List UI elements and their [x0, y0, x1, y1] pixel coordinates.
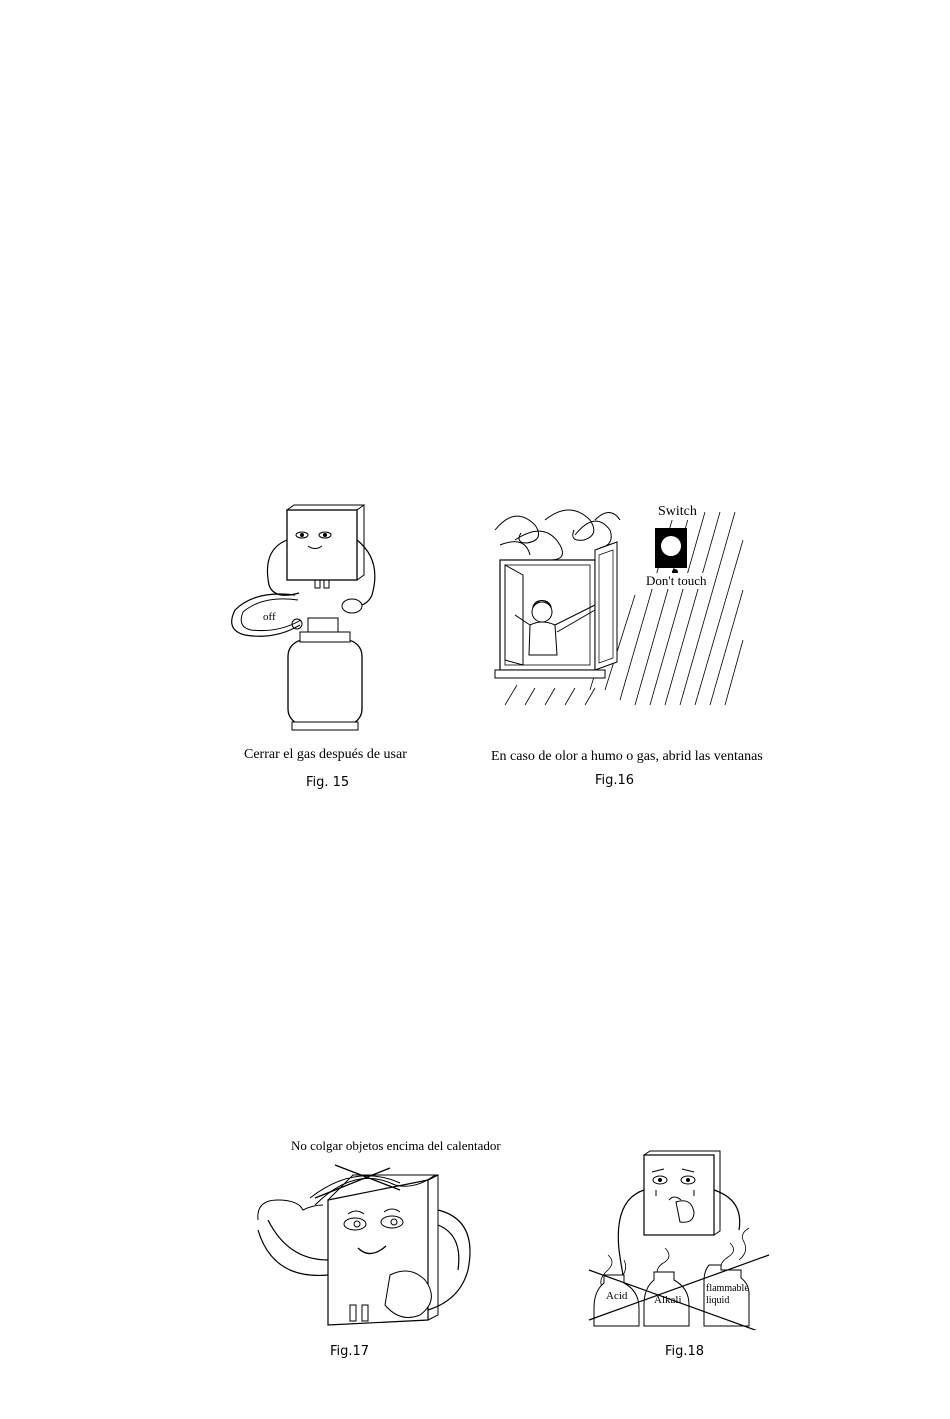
off-label: off	[263, 611, 276, 623]
dont-touch-label: Don't touch	[646, 573, 707, 588]
heater-hanging-objects-drawing	[250, 1150, 490, 1330]
figure-15-illustration	[220, 500, 400, 740]
alkali-label: Alkali	[654, 1294, 682, 1306]
liquid-label: liquid	[706, 1295, 730, 1306]
figure-18-label: Fig.18	[665, 1344, 705, 1359]
figure-18-illustration	[584, 1150, 774, 1330]
figure-16-illustration	[485, 500, 750, 715]
acid-label: Acid	[606, 1290, 628, 1302]
open-window-smoke-drawing	[485, 500, 750, 715]
figure-17-label: Fig.17	[330, 1344, 370, 1359]
figure-17-illustration	[250, 1150, 490, 1330]
figure-17-caption: No colgar objetos encima del calentador	[291, 1138, 501, 1153]
heater-gas-cylinder-drawing	[220, 500, 400, 740]
figure-15-label: Fig. 15	[306, 775, 350, 790]
switch-label: Switch	[658, 504, 697, 519]
figure-16-caption: En caso de olor a humo o gas, abrid las ventanas	[491, 749, 763, 764]
flammable-label: flammable	[706, 1283, 749, 1294]
figure-16-label: Fig.16	[595, 773, 635, 788]
figure-15-caption: Cerrar el gas después de usar	[244, 747, 407, 762]
